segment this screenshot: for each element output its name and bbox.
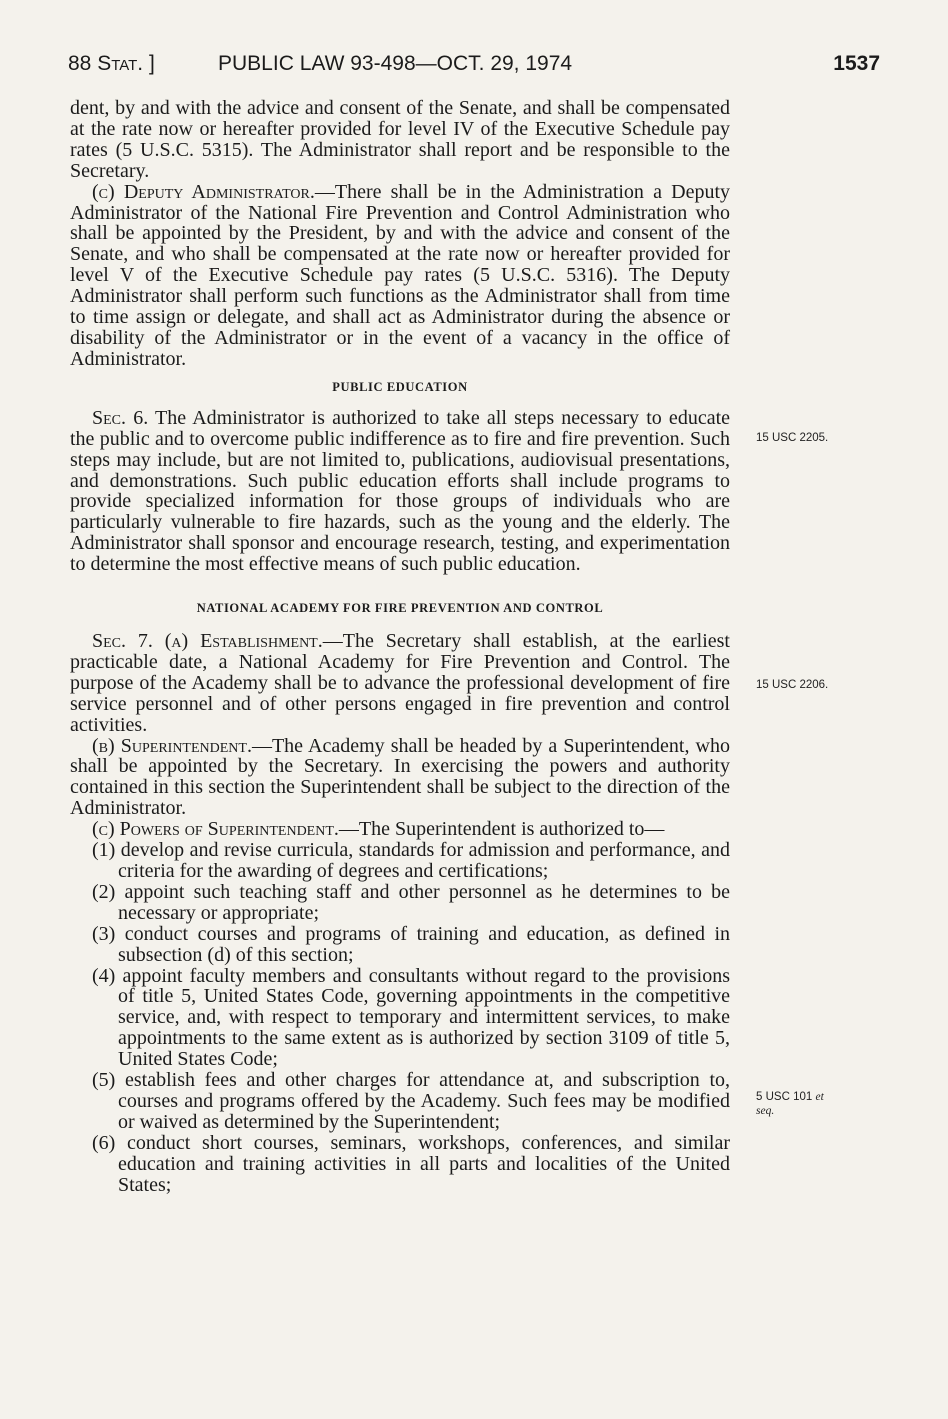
- subsection-text: —There shall be in the Administration a Deputy Administrator of the National Fire Prevention and Control Administration who shall be appointed by the President, by and with the advice and consent of the Senate, and who shall be compensated at the rate now or hereafter provided for level V of the Executive Schedule pay rates (5 U.S.C. 5316). The Deputy Administrator shall perform such functions as the Administrator shall from time to time assign or delegate, and shall act as Administrator during the absence or disability of the Administrator or in the event of a vacancy in the office of Administrator.: [70, 180, 731, 370]
- paragraph-deputy-administrator: [70, 182, 730, 370]
- section-7: [70, 631, 730, 736]
- heading-national-academy: NATIONAL ACADEMY FOR FIRE PREVENTION AND CONTROL: [196, 601, 604, 616]
- section-text: The Administrator is authorized to take all steps necessary to educate the public and to overcome public indifference as to fire and fire prevention. Such steps may include, but are not limited to, publications, audiovisual presentations, and demonstrations. Such public education efforts shall include programs to provide specialized information for those groups of individuals who are particularly vulnerable to fire hazards, such as the young and the elderly. The Administrator shall sponsor and encourage research, testing, and experimentation to determine the most effective means of such public education.: [70, 406, 731, 576]
- law-title: PUBLIC LAW 93-498—OCT. 29, 1974: [218, 52, 573, 75]
- list-item: (3) conduct courses and programs of training and education, as defined in subsection (d) of this section;: [92, 922, 730, 966]
- section-label: Sec. 7. (a) Establishment.: [92, 630, 323, 653]
- citation: 5 USC 101: [756, 1091, 813, 1103]
- subsection-label: (c) Deputy Administrator.: [92, 180, 315, 203]
- margin-note-5-usc-101: [756, 1090, 824, 1118]
- margin-note-15-usc-2205: 15 USC 2205.: [756, 432, 829, 444]
- list-item: (5) establish fees and other charges for attendance at, and subscription to, courses and programs offered by the Academy. Such fees may be modified or waived as determined by the Superintendent;: [92, 1069, 730, 1133]
- margin-note-15-usc-2206: 15 USC 2206.: [756, 679, 829, 691]
- page-header: [68, 52, 880, 82]
- section-6: [70, 408, 730, 575]
- section-text: —The Secretary shall establish, at the earliest practicable date, a National Academy for Fire Prevention and Control. The purpose of the Academy shall be to advance the professional development of fire service personnel and of other persons engaged in fire prevention and control activities.: [70, 630, 730, 736]
- heading-public-education: PUBLIC EDUCATION: [332, 379, 468, 394]
- subsection-powers: [70, 819, 730, 840]
- section-label: Sec. 6.: [92, 406, 149, 429]
- list-item: (4) appoint faculty members and consultants without regard to the provisions of title 5, United States Code, governing appointments in the competitive service, and, with respect to temporary and intermittent services, to make appointments to the same extent as is authorized by section 3109 of title 5, United States Code;: [92, 964, 730, 1071]
- paragraph-continuation: dent, by and with the advice and consent of the Senate, and shall be compensated at the rate now or hereafter provided for level IV of the Executive Schedule pay rates (5 U.S.C. 5315). The Administrator shall report and be responsible to the Secretary.: [70, 97, 730, 182]
- subsection-label: (b) Superintendent.: [92, 734, 252, 757]
- subsection-superintendent: [70, 736, 730, 820]
- page-number: 1537: [833, 52, 880, 75]
- citation-seq: seq.: [756, 1105, 775, 1117]
- statute-reference: 88 Stat. ]: [68, 52, 155, 75]
- body-text: [70, 98, 730, 1196]
- list-item: (2) appoint such teaching staff and other personnel as he determines to be necessary or appropriate;: [92, 880, 730, 924]
- list-item: (1) develop and revise curricula, standards for admission and performance, and criteria for the awarding of degrees and certifications;: [92, 839, 730, 882]
- subsection-text: —The Superintendent is authorized to—: [338, 818, 665, 841]
- subsection-label: (c) Powers of Superintendent.: [92, 818, 339, 841]
- citation-et: et: [815, 1091, 824, 1103]
- subsection-text: —The Academy shall be headed by a Superintendent, who shall be appointed by the Secretary. In exercising the powers and authority contained in this section the Superintendent shall be subject to the direction of the Administrator.: [70, 734, 730, 820]
- list-item: (6) conduct short courses, seminars, workshops, conferences, and similar education and training activities in all parts and localities of the United States;: [92, 1131, 730, 1196]
